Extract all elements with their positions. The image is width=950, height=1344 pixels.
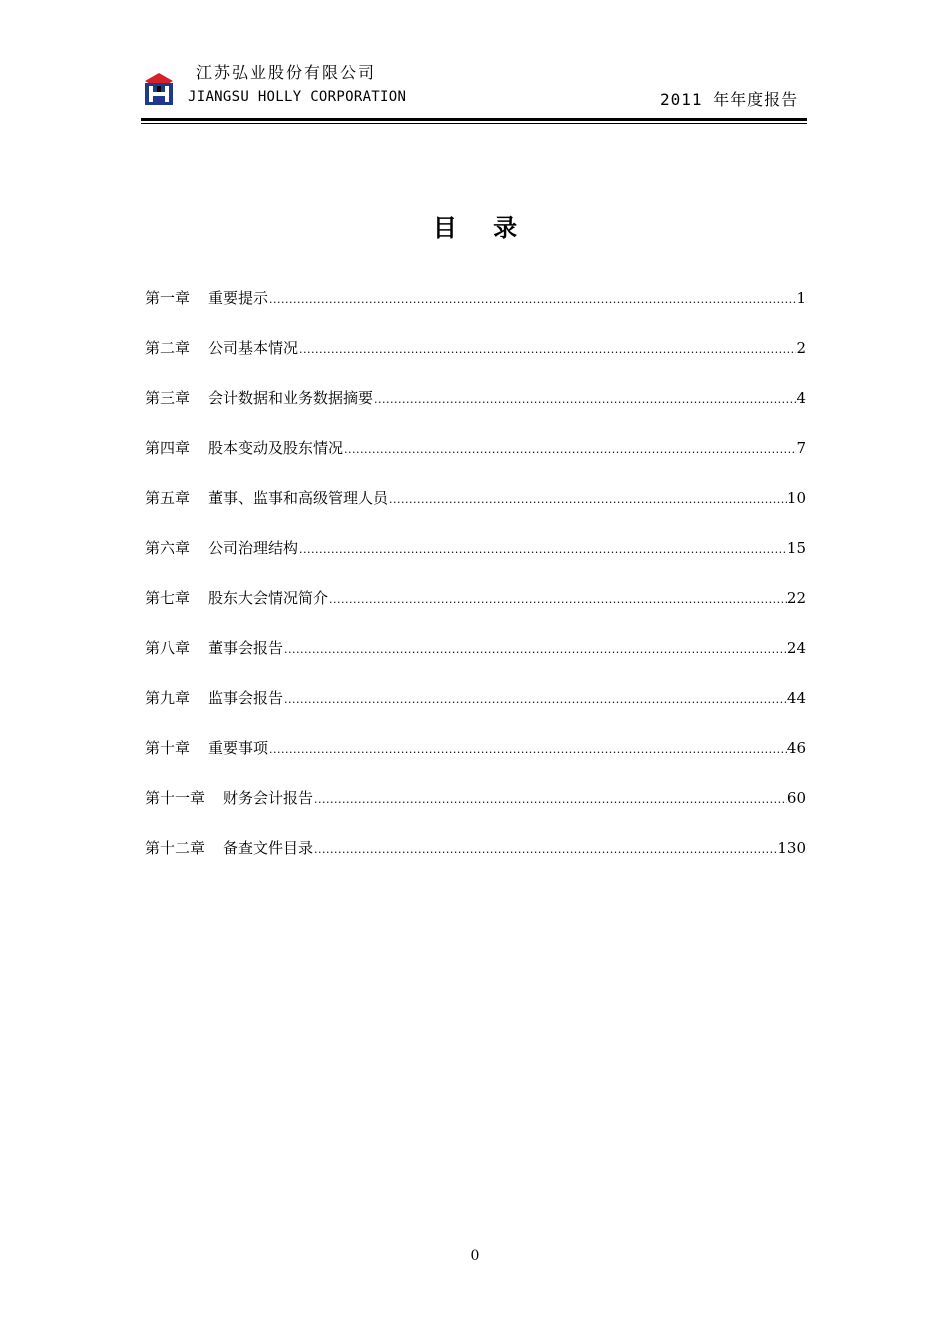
toc-page-number: 24 (786, 639, 806, 657)
toc-page-number: 4 (796, 389, 806, 407)
toc-leader-dots (328, 593, 787, 606)
toc-entry[interactable] (145, 637, 806, 687)
toc-entry[interactable] (145, 787, 806, 837)
toc-page-number: 7 (796, 439, 806, 457)
toc-entry-title: 股东大会情况简介 (208, 589, 329, 607)
toc-page-number: 60 (786, 789, 806, 807)
toc-chapter: 第七章 (145, 589, 191, 607)
holly-logo-icon (143, 71, 175, 107)
toc-entry-title: 会计数据和业务数据摘要 (208, 389, 374, 407)
company-name-cn: 江苏弘业股份有限公司 (196, 63, 377, 82)
toc-leader-dots (313, 843, 777, 856)
toc-chapter: 第九章 (145, 689, 191, 707)
toc-chapter: 第四章 (145, 439, 191, 457)
toc-page-number: 1 (796, 289, 806, 307)
toc-chapter: 第一章 (145, 289, 191, 307)
toc-chapter: 第八章 (145, 639, 191, 657)
toc-entry-title: 董事会报告 (208, 639, 284, 657)
toc-entry[interactable] (145, 487, 806, 537)
toc-entry-title: 公司基本情况 (208, 339, 299, 357)
toc-entry[interactable] (145, 737, 806, 787)
toc-leader-dots (388, 493, 787, 506)
toc-page-number: 15 (786, 539, 806, 557)
toc-chapter: 第十二章 (145, 839, 206, 857)
toc-chapter: 第十一章 (145, 789, 206, 807)
toc-entry-title: 股本变动及股东情况 (208, 439, 344, 457)
toc-list (145, 287, 806, 887)
toc-page-number: 2 (796, 339, 806, 357)
toc-entry-title: 监事会报告 (208, 689, 284, 707)
toc-page-number: 46 (786, 739, 806, 757)
toc-entry[interactable] (145, 337, 806, 387)
toc-leader-dots (313, 793, 787, 806)
toc-leader-dots (343, 443, 796, 456)
toc-leader-dots (373, 393, 796, 406)
toc-entry-title: 董事、监事和高级管理人员 (208, 489, 389, 507)
toc-entry-title: 重要事项 (208, 739, 269, 757)
toc-leader-dots (283, 643, 787, 656)
toc-entry[interactable] (145, 587, 806, 637)
toc-leader-dots (298, 543, 787, 556)
page-header (0, 0, 950, 130)
toc-leader-dots (298, 343, 796, 356)
toc-leader-dots (268, 743, 787, 756)
toc-title: 目 录 (432, 213, 532, 242)
toc-entry[interactable] (145, 287, 806, 337)
company-name-en: JIANGSU HOLLY CORPORATION (188, 89, 407, 105)
report-label: 2011 年年度报告 (660, 90, 799, 109)
toc-entry[interactable] (145, 537, 806, 587)
toc-entry-title: 公司治理结构 (208, 539, 299, 557)
header-rule-thin (141, 123, 807, 124)
toc-entry[interactable] (145, 437, 806, 487)
toc-entry[interactable] (145, 387, 806, 437)
toc-chapter: 第二章 (145, 339, 191, 357)
toc-page-number: 44 (786, 689, 806, 707)
toc-leader-dots (268, 293, 796, 306)
toc-page-number: 22 (786, 589, 806, 607)
toc-entry[interactable] (145, 837, 806, 887)
toc-entry-title: 财务会计报告 (223, 789, 314, 807)
toc-chapter: 第五章 (145, 489, 191, 507)
toc-chapter: 第六章 (145, 539, 191, 557)
toc-leader-dots (283, 693, 787, 706)
toc-page-number: 10 (786, 489, 806, 507)
toc-entry-title: 备查文件目录 (223, 839, 314, 857)
toc-chapter: 第三章 (145, 389, 191, 407)
toc-entry-title: 重要提示 (208, 289, 269, 307)
toc-entry[interactable] (145, 687, 806, 737)
toc-chapter: 第十章 (145, 739, 191, 757)
toc-page-number: 130 (777, 839, 806, 857)
page-number: 0 (470, 1248, 480, 1264)
header-rule-thick (141, 118, 807, 121)
